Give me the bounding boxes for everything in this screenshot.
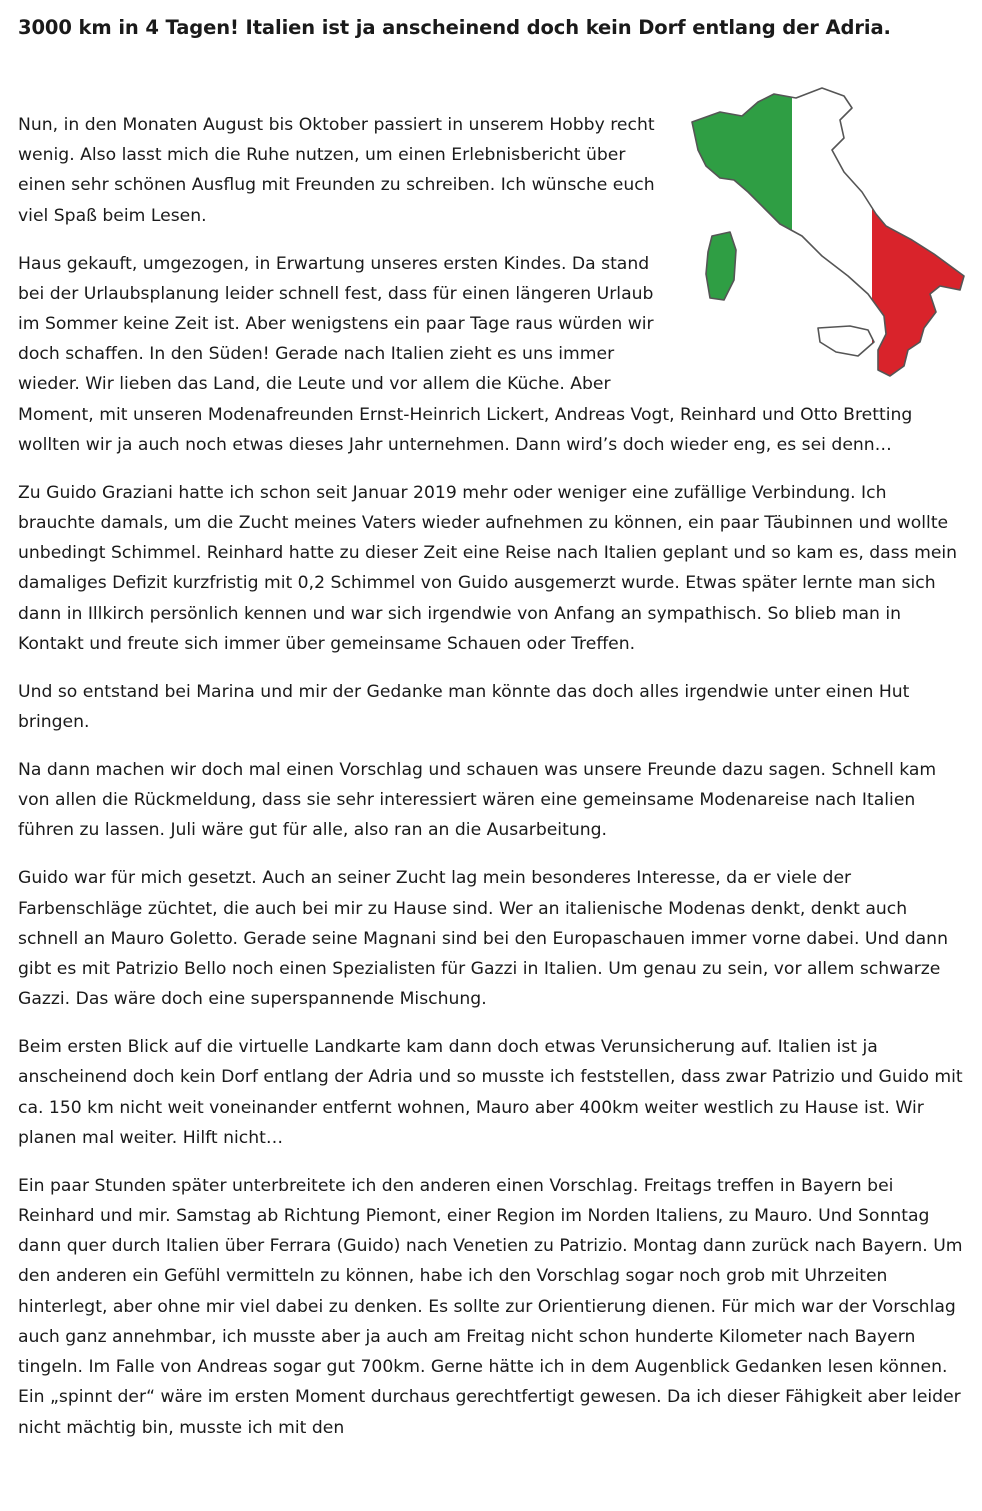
paragraph: Nun, in den Monaten August bis Oktober passiert in unserem Hobby recht wenig. Also lasst mich die Ruhe nutzen, um einen Erlebnisbericht über einen sehr schönen Ausflug mit Freunden zu schreiben. Ich wünsche euch viel Spaß beim Lesen. (18, 115, 655, 226)
paragraph: Na dann machen wir doch mal einen Vorschlag und schauen was unsere Freunde dazu sagen. Schnell kam von allen die Rückmeldung, dass sie sehr interessiert wären eine gemeinsame Modenareise nach Italien führen zu lassen. Juli wäre gut für alle, also ran an die Ausarbeitung. (18, 760, 937, 841)
paragraph: Guido war für mich gesetzt. Auch an seiner Zucht lag mein besonderes Interesse, da er viele der Farbenschläge züchtet, die auch bei mir zu Hause sind. Wer an italienische Modenas denkt, denkt auch schnell an Mauro Goletto. Gerade seine Magnani sind bei den Europaschauen immer vorne dabei. Und dann gibt es mit Patrizio Bello noch einen Spezialisten für Gazzi in Italien. Um genau zu sein, vor allem schwarze Gazzi. Das wäre doch eine superspannende Mischung. (18, 868, 948, 1010)
paragraph: Ein paar Stunden später unterbreitete ich den anderen einen Vorschlag. Freitags treffen in Bayern bei Reinhard und mir. Samstag ab Richtung Piemont, einer Region im Norden Italiens, zu Mauro. Und Sonntag dann quer durch Italien über Ferrara (Guido) nach Venetien zu Patrizio. Montag dann zurück nach Bayern. Um den anderen ein Gefühl vermitteln zu können, habe ich den Vorschlag sogar noch grob mit Uhrzeiten hinterlegt, aber ohne mir viel dabei zu denken. Es sollte zur Orientierung dienen. Für mich war der Vorschlag auch ganz annehmbar, ich musste aber ja auch am Freitag nicht schon hunderte Kilometer nach Bayern tingeln. Im Falle von Andreas sogar gut 700km. Gerne hätte ich in dem Augenblick Gedanken lesen können. Ein „spinnt der“ wäre im ersten Moment durchaus gerechtfertigt gewesen. Da ich dieser Fähigkeit aber leider nicht mächtig bin, musste ich mit den (18, 1175, 963, 1438)
article-body (18, 110, 963, 1461)
article-title: 3000 km in 4 Tagen! Italien ist ja anscheinend doch kein Dorf entlang der Adria. (18, 16, 891, 39)
paragraph: Und so entstand bei Marina und mir der Gedanke man könnte das doch alles irgendwie unter einen Hut bringen. (18, 681, 910, 733)
paragraph: Zu Guido Graziani hatte ich schon seit Januar 2019 mehr oder weniger eine zufällige Verbindung. Ich brauchte damals, um die Zucht meines Vaters wieder aufnehmen zu können, ein paar Täubinnen und wollte unbedingt Schimmel. Reinhard hatte zu dieser Zeit eine Reise nach Italien geplant und so kam es, dass mein damaliges Defizit kurzfristig mit 0,2 Schimmel von Guido ausgemerzt wurde. Etwas später lernte man sich dann in Illkirch persönlich kennen und war sich irgendwie von Anfang an sympathisch. So blieb man in Kontakt und freute sich immer über gemeinsame Schauen oder Treffen. (18, 482, 958, 654)
paragraph: Haus gekauft, umgezogen, in Erwartung unseres ersten Kindes. Da stand bei der Urlaubsplanung leider schnell fest, dass für einen längeren Urlaub im Sommer keine Zeit ist. Aber wenigstens ein paar Tage raus würden wir doch schaffen. In den Süden! Gerade nach Italien zieht es uns immer wieder. Wir lieben das Land, die Leute und vor allem die Küche. Aber Moment, mit unseren Modenafreunden Ernst-Heinrich Lickert, Andreas Vogt, Reinhard und Otto Bretting wollten wir ja auch noch etwas dieses Jahr unternehmen. Dann wird’s doch wieder eng, es sei denn… (18, 253, 913, 455)
paragraph: Beim ersten Blick auf die virtuelle Landkarte kam dann doch etwas Verunsicherung auf. Italien ist ja anscheinend doch kein Dorf entlang der Adria und so musste ich feststellen, dass zwar Patrizio und Guido mit ca. 150 km nicht weit voneinander entfernt wohnen, Mauro aber 400km weiter westlich zu Hause ist. Wir planen mal weiter. Hilft nicht… (18, 1037, 963, 1148)
italy-flag-map-icon (672, 80, 977, 380)
